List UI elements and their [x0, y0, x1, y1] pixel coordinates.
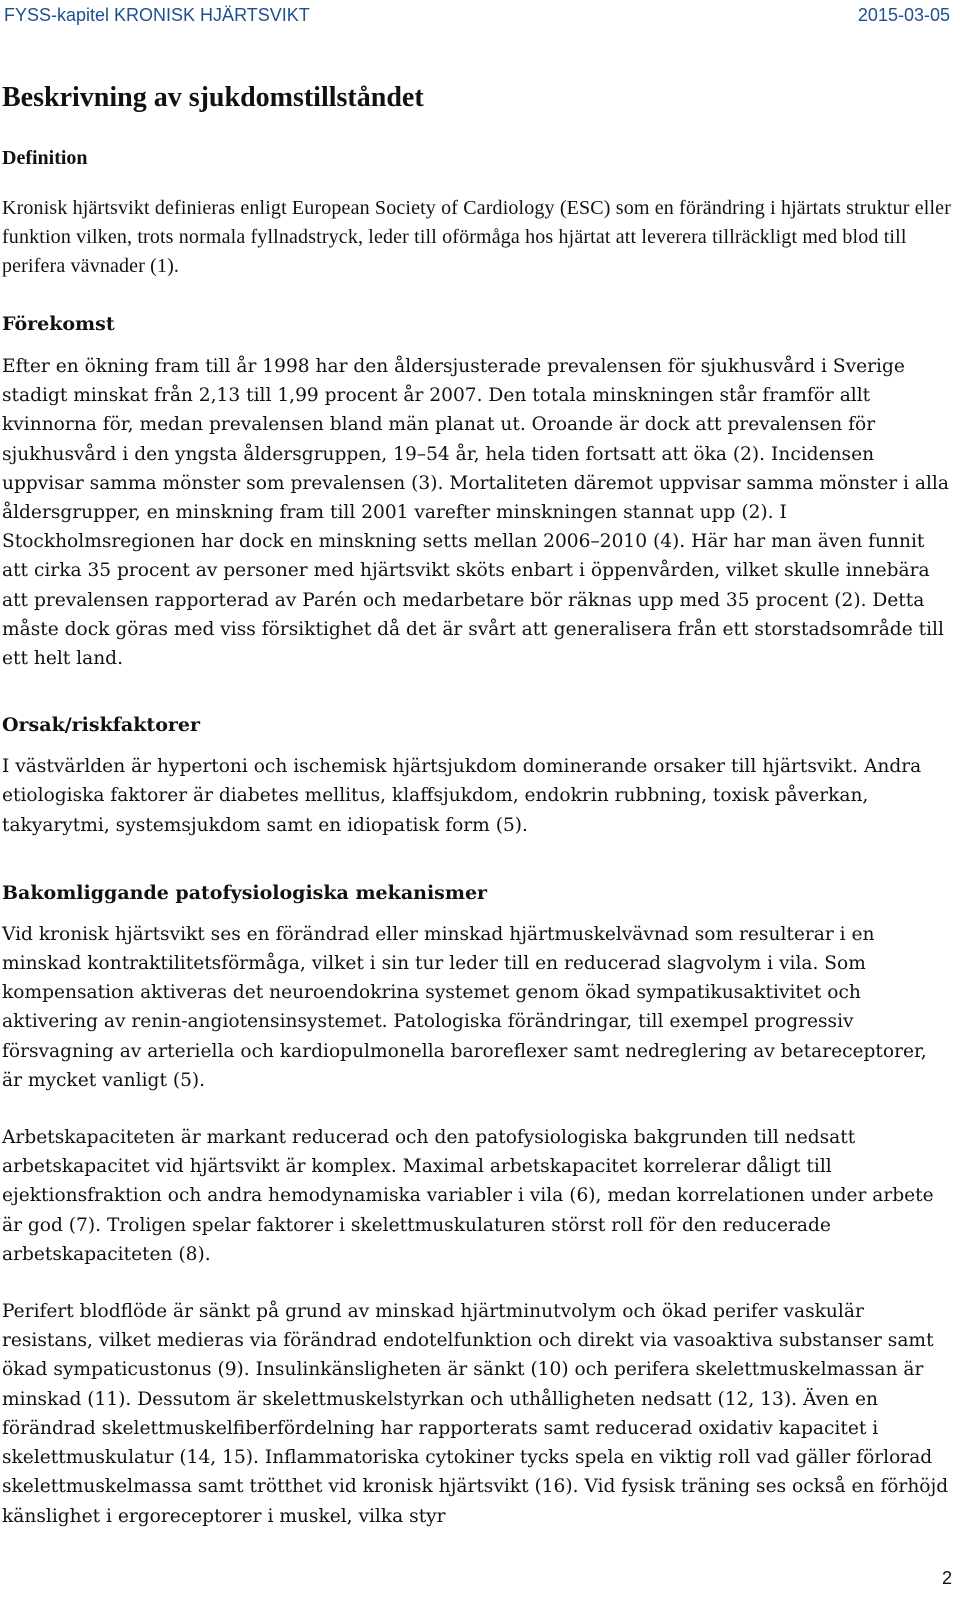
section-heading-forekomst: Förekomst — [2, 313, 115, 335]
paragraph-definition: Kronisk hjärtsvikt definieras enligt European Society of Cardiology (ESC) som en förändring i hjärtats struktur eller funktion vilken, trots normala fyllnadstryck, leder till oförmåga hos hjärtat att leverera tillräckligt med blod till perifera vävnader (1). — [2, 197, 952, 277]
paragraph-orsak: I västvärlden är hypertoni och ischemisk hjärtsjukdom dominerande orsaker till hjärtsvikt. Andra etiologiska faktorer är diabetes mellitus, klaffsjukdom, endokrin rubbning, toxisk påverkan, takyarytmi, systemsjukdom samt en idiopatisk form (5). — [2, 756, 922, 836]
section-heading-patofysiologi: Bakomliggande patofysiologiska mekanismer — [2, 881, 488, 904]
document-date: 2015-03-05 — [857, 5, 950, 25]
section-heading-orsak: Orsak/riskfaktorer — [2, 714, 200, 737]
paragraph-patofysiologi-1: Vid kronisk hjärtsvikt ses en förändrad eller minskad hjärtmuskelvävnad som resulterar i en minskad kontraktilitetsförmåga, vilket i sin tur leder till en reducerad slagvolym i vila. Som kompensation aktiveras det neuroendokrina systemet genom ökad sympatikusaktivitet och aktivering av renin-angiotensinsystemet. Patologiska förändringar, till exempel progressiv försvagning av arteriella och kardiopulmonella baroreflexer samt nedreglering av betareceptorer, är mycket vanligt (5). — [2, 923, 927, 1091]
document-title: FYSS-kapitel KRONISK HJÄRTSVIKT — [4, 5, 310, 25]
page-content — [2, 80, 952, 1531]
section-heading-definition: Definition — [2, 147, 88, 169]
page-header — [0, 0, 960, 34]
paragraph-forekomst: Efter en ökning fram till år 1998 har den åldersjusterade prevalensen för sjukhusvård i Sverige stadigt minskat från 2,13 till 1,99 procent år 2007. Den totala minskningen står framför allt kvinnorna för, medan prevalensen bland män planat ut. Oroande är dock att prevalensen för sjukhusvård i den yngsta åldersgruppen, 19–54 år, hela tiden fortsatt att öka (2). Incidensen uppvisar samma mönster som prevalensen (3). Mortaliteten däremot uppvisar samma mönster i alla åldersgrupper, en minskning fram till 2001 varefter minskningen stannat upp (2). I Stockholmsregionen har dock en minskning setts mellan 2006–2010 (4). Här har man även funnit att cirka 35 procent av personer med hjärtsvikt sköts enbart i öppenvården, vilket skulle innebära att prevalensen rapporterad av Parén och medarbetare bör räknas upp med 35 procent (2). Detta måste dock göras med viss försiktighet då det är svårt att generalisera från ett storstadsområde till ett helt land. — [2, 356, 949, 670]
paragraph-patofysiologi-2: Arbetskapaciteten är markant reducerad och den patofysiologiska bakgrunden till nedsatt arbetskapacitet vid hjärtsvikt är komplex. Maximal arbetskapacitet korrelerar dåligt till ejektionsfraktion och andra hemodynamiska variabler i vila (6), medan korrelationen under arbete är god (7). Troligen spelar faktorer i skelettmuskulaturen störst roll för den reducerade arbetskapaciteten (8). — [2, 1127, 934, 1265]
page-number: 2 — [941, 1568, 952, 1588]
paragraph-patofysiologi-3: Perifert blodflöde är sänkt på grund av minskad hjärtminutvolym och ökad perifer vaskulär resistans, vilket medieras via förändrad endotelfunktion och direkt via vasoaktiva substanser samt ökad sympaticustonus (9). Insulinkänsligheten är sänkt (10) och perifera skelettmuskelmassan är minskad (11). Dessutom är skelettmuskelstyrkan och uthålligheten nedsatt (12, 13). Även en förändrad skelettmuskelfiberfördelning har rapporterats samt reducerad oxidativ kapacitet i skelettmuskulatur (14, 15). Inflammatoriska cytokiner tycks spela en viktig roll vad gäller förlorad skelettmuskelmassa samt trötthet vid kronisk hjärtsvikt (16). Vid fysisk träning ses också en förhöjd känslighet i ergoreceptorer i muskel, vilka styr — [2, 1301, 949, 1527]
page-title: Beskrivning av sjukdomstillståndet — [2, 82, 424, 113]
